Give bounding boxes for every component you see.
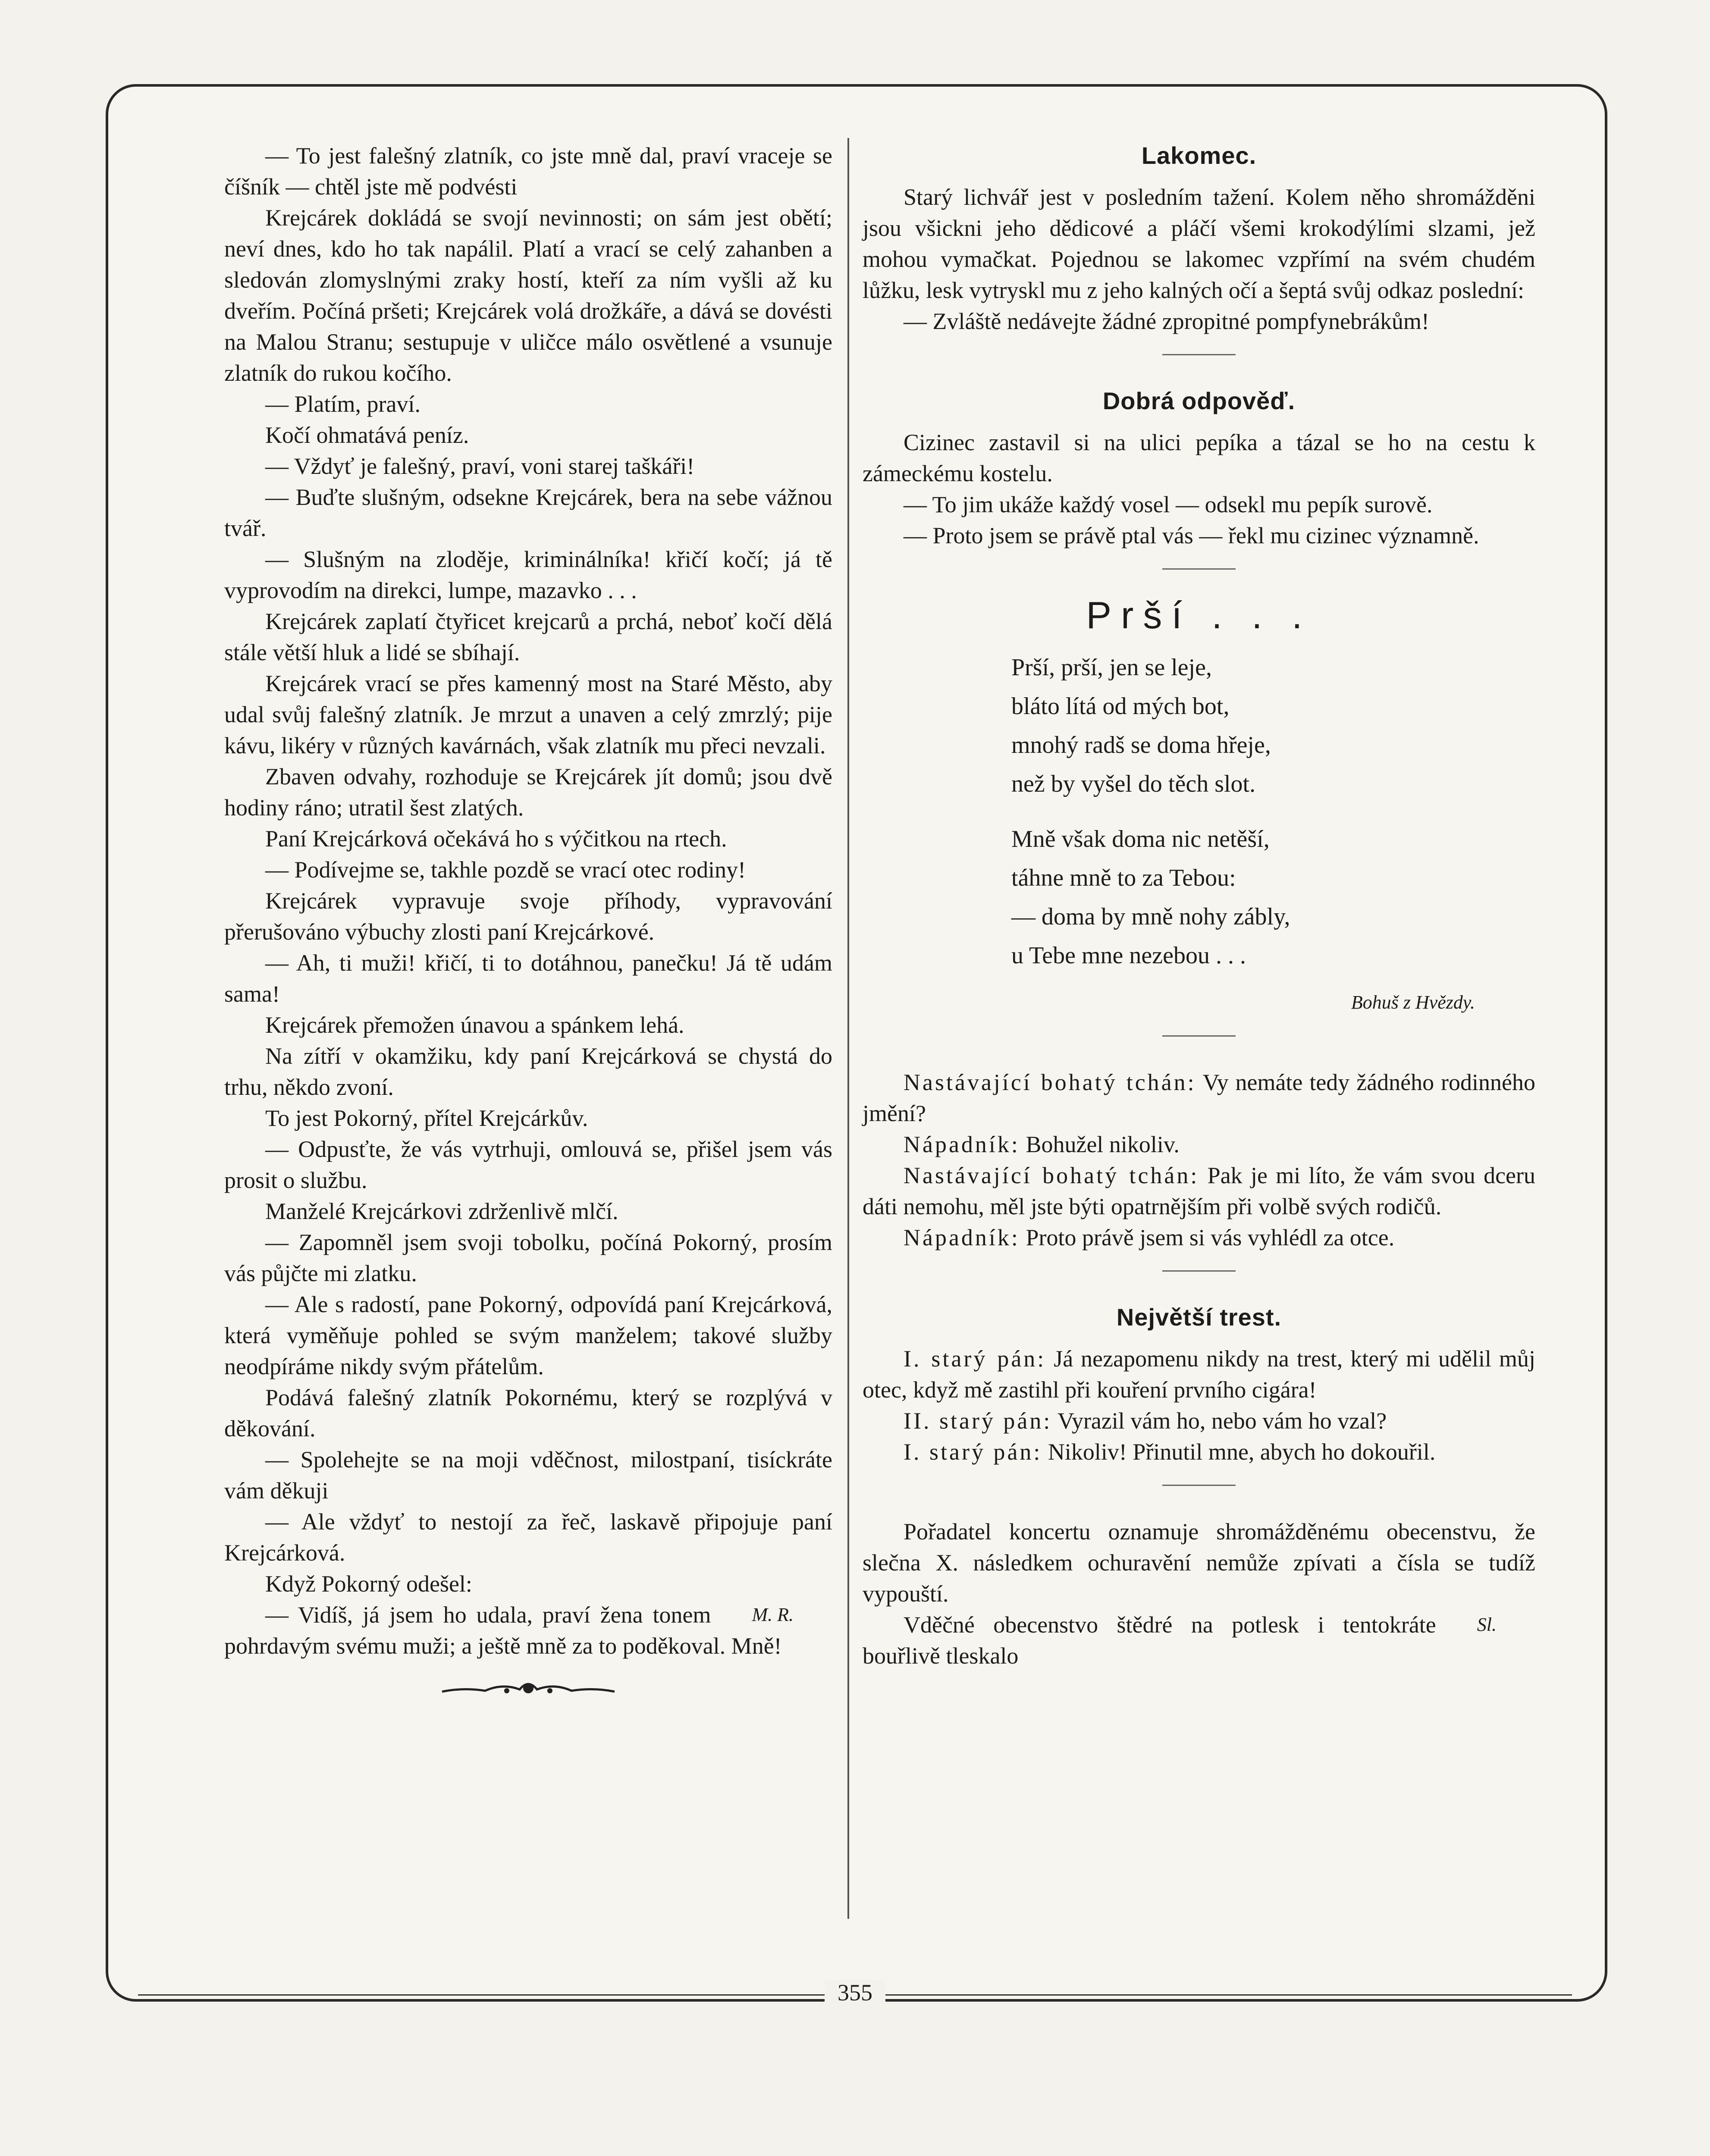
- paragraph: [224, 1599, 832, 1661]
- speech: Pak je mi líto, že vám svou dceru dáti nemohu, měl jste býti opatrnějším při volbě svých rodičů.: [863, 1163, 1536, 1219]
- page-number: [0, 1979, 1710, 2006]
- paragraph: Podává falešný zlatník Pokornému, který se rozplývá v děkování.: [224, 1385, 832, 1442]
- paragraph: — Ale s radostí, pane Pokorný, odpovídá paní Krejcárková, která vyměňuje pohled se svým manželem; takové služby neodpíráme nikdy svým přátelům.: [224, 1291, 832, 1379]
- paragraph: — Vždyť je falešný, praví, voni starej taškáři!: [265, 453, 695, 479]
- speaker: Nápadník:: [904, 1225, 1020, 1250]
- signature: M. R.: [752, 1604, 794, 1625]
- page-number-text: 355: [825, 1980, 885, 2006]
- speech: Proto právě jsem si vás vyhlédl za otce.: [1020, 1225, 1395, 1250]
- speaker: I. starý pán:: [904, 1439, 1042, 1465]
- paragraph: Manželé Krejcárkovi zdrženlivě mlčí.: [265, 1198, 618, 1224]
- paragraph: Krejcárek přemožen únavou a spánkem lehá.: [265, 1012, 684, 1038]
- dialogue-line: [863, 1405, 1535, 1436]
- paragraph: Zbaven odvahy, rozhoduje se Krejcárek jít domů; jsou dvě hodiny ráno; utratil šest zlatých.: [224, 764, 832, 821]
- speaker: I. starý pán:: [904, 1346, 1046, 1372]
- poem: [863, 648, 1535, 975]
- separator: [1162, 568, 1236, 570]
- speaker: Nápadník:: [904, 1131, 1020, 1157]
- paragraph: [863, 1609, 1535, 1671]
- paragraph: Krejcárek dokládá se svojí nevinnosti; on sám jest obětí; neví dnes, kdo ho tak napálil. Platí a vrací se celý zahanben a sledován zlomyslnými zraky hostí, kteří za ním vyšli až ku dveřím. Počíná pršeti; Krejcárek volá drožkáře, a dává se dovésti na Malou Stranu; sestupuje v uličce málo osvětlené a vsunuje zlatník do rukou kočího.: [224, 205, 832, 386]
- paragraph: Krejcárek vrací se přes kamenný most na Staré Město, aby udal svůj falešný zlatník. Je mrzut a unaven a celý zmrzlý; pije kávu, likéry v různých kavárnách, však zlatník mu přeci nevzali.: [224, 671, 832, 758]
- speaker: Nastávající bohatý tchán:: [904, 1069, 1196, 1095]
- poem-line: táhne mně to za Tebou:: [1011, 865, 1236, 891]
- paragraph: — Spolehejte se na moji vděčnost, milostpaní, tisíckráte vám děkuji: [224, 1447, 832, 1504]
- ornament-icon: [224, 1674, 832, 1712]
- dialogue-line: [863, 1343, 1535, 1405]
- speech: Vy nemáte tedy žádného rodinného jmění?: [863, 1069, 1535, 1126]
- paragraph: — Ale vždyť to nestojí za řeč, laskavě připojuje paní Krejcárková.: [224, 1509, 832, 1566]
- speech: Já nezapomenu nikdy na trest, který mi udělil můj otec, když mě zastihl při kouření prvního cigára!: [863, 1346, 1536, 1403]
- separator: [1162, 354, 1236, 355]
- paragraph: Cizinec zastavil si na ulici pepíka a tázal se ho na cestu k zámeckému kostelu.: [863, 429, 1535, 486]
- paragraph: — Ah, ti muži! křičí, ti to dotáhnou, panečku! Já tě udám sama!: [224, 950, 832, 1007]
- dialogue-line: [863, 1129, 1535, 1160]
- paragraph: Pořadatel koncertu oznamuje shromážděnému obecenstvu, že slečna X. následkem ochuravění nemůže zpívati a čísla se tudíž vypouští.: [863, 1519, 1535, 1607]
- column-divider: [847, 138, 849, 1919]
- left-column: [224, 140, 832, 1712]
- separator: [1162, 1035, 1236, 1037]
- paragraph-text: — Vidíš, já jsem ho udala, praví žena tonem pohrdavým svému muži; a ještě mně za to poděkoval. Mně!: [224, 1602, 782, 1659]
- paragraph: Když Pokorný odešel:: [265, 1571, 472, 1597]
- paragraph: — Proto jsem se právě ptal vás — řekl mu cizinec významně.: [904, 523, 1479, 548]
- speaker: Nastávající bohatý tchán:: [904, 1163, 1199, 1188]
- paragraph-text: Vděčné obecenstvo štědré na potlesk i tentokráte bouřlivě tleskalo: [863, 1612, 1436, 1669]
- paragraph: Paní Krejcárková očekává ho s výčitkou na rtech.: [265, 826, 727, 852]
- poem-line: u Tebe mne nezebou . . .: [1011, 942, 1246, 969]
- paragraph: — Buďte slušným, odsekne Krejcárek, bera na sebe vážnou tvář.: [224, 484, 832, 541]
- poem-line: bláto lítá od mých bot,: [1011, 693, 1230, 720]
- paragraph: To jest Pokorný, přítel Krejcárkův.: [265, 1105, 588, 1131]
- poem-line: mnohý radš se doma hřeje,: [1011, 732, 1271, 758]
- paragraph: — Podívejme se, takhle pozdě se vrací otec rodiny!: [265, 857, 746, 883]
- stanza: [1011, 820, 1535, 975]
- dialogue-line: [863, 1160, 1535, 1222]
- paragraph: Kočí ohmatává peníz.: [265, 422, 469, 448]
- dialogue-line: [863, 1067, 1535, 1129]
- section-heading: Dobrá odpověď.: [1102, 387, 1296, 414]
- speech: Nikoliv! Přinutil mne, abych ho dokouřil.: [1042, 1439, 1436, 1465]
- poem-line: Prší, prší, jen se leje,: [1011, 654, 1212, 681]
- separator: [1162, 1270, 1236, 1272]
- paragraph: — Zvláště nedávejte žádné zpropitné pompfynebrákům!: [904, 308, 1430, 334]
- poem-line: než by vyšel do těch slot.: [1011, 771, 1256, 797]
- paragraph: — Slušným na zloděje, kriminálníka! křičí kočí; já tě vyprovodím na direkci, lumpe, mazavko . . .: [224, 546, 832, 603]
- paragraph: Starý lichvář jest v posledním tažení. Kolem něho shromážděni jsou všickni jeho dědicové a pláčí všemi krokodýlími slzami, jež mohou vymačkat. Pojednou se lakomec vzpřímí na svém chudém lůžku, lesk vytryskl mu z jeho kalných očí a šeptá svůj odkaz poslední:: [863, 184, 1535, 303]
- paragraph: — Platím, praví.: [265, 391, 420, 417]
- paragraph: — To jest falešný zlatník, co jste mně dal, praví vraceje se číšník — chtěl jste mě podvésti: [224, 143, 832, 200]
- paragraph: — To jim ukáže každý vosel — odsekl mu pepík surově.: [904, 492, 1433, 517]
- poem-author: Bohuš z Hvězdy.: [1351, 992, 1475, 1013]
- dialogue-line: [863, 1436, 1535, 1467]
- section-heading: Lakomec.: [1141, 142, 1257, 169]
- speech: Bohužel nikoliv.: [1020, 1131, 1180, 1157]
- paragraph: Krejcárek zaplatí čtyřicet krejcarů a prchá, neboť kočí dělá stále větší hluk a lidé se sbíhají.: [224, 608, 832, 665]
- paragraph: — Zapomněl jsem svoji tobolku, počíná Pokorný, prosím vás půjčte mi zlatku.: [224, 1229, 832, 1286]
- stanza: [1011, 648, 1535, 803]
- separator: [1162, 1485, 1236, 1486]
- poem-title: Prší . . .: [1086, 594, 1312, 636]
- paragraph: Na zítří v okamžiku, kdy paní Krejcárková se chystá do trhu, někdo zvoní.: [224, 1043, 832, 1100]
- dialogue-line: [863, 1222, 1535, 1253]
- poem-line: Mně však doma nic netěší,: [1011, 826, 1270, 852]
- speech: Vyrazil vám ho, nebo vám ho vzal?: [1052, 1408, 1387, 1434]
- poem-line: — doma by mně nohy zábly,: [1011, 903, 1290, 930]
- paragraph: Krejcárek vypravuje svoje příhody, vypravování přerušováno výbuchy zlosti paní Krejcárkové.: [224, 888, 832, 945]
- section-heading: Největší trest.: [1116, 1304, 1282, 1331]
- signature: Sl.: [1477, 1614, 1497, 1635]
- right-column: [863, 140, 1535, 1671]
- speaker: II. starý pán:: [904, 1408, 1052, 1434]
- paragraph: — Odpusťte, že vás vytrhuji, omlouvá se, přišel jsem vás prosit o službu.: [224, 1136, 832, 1193]
